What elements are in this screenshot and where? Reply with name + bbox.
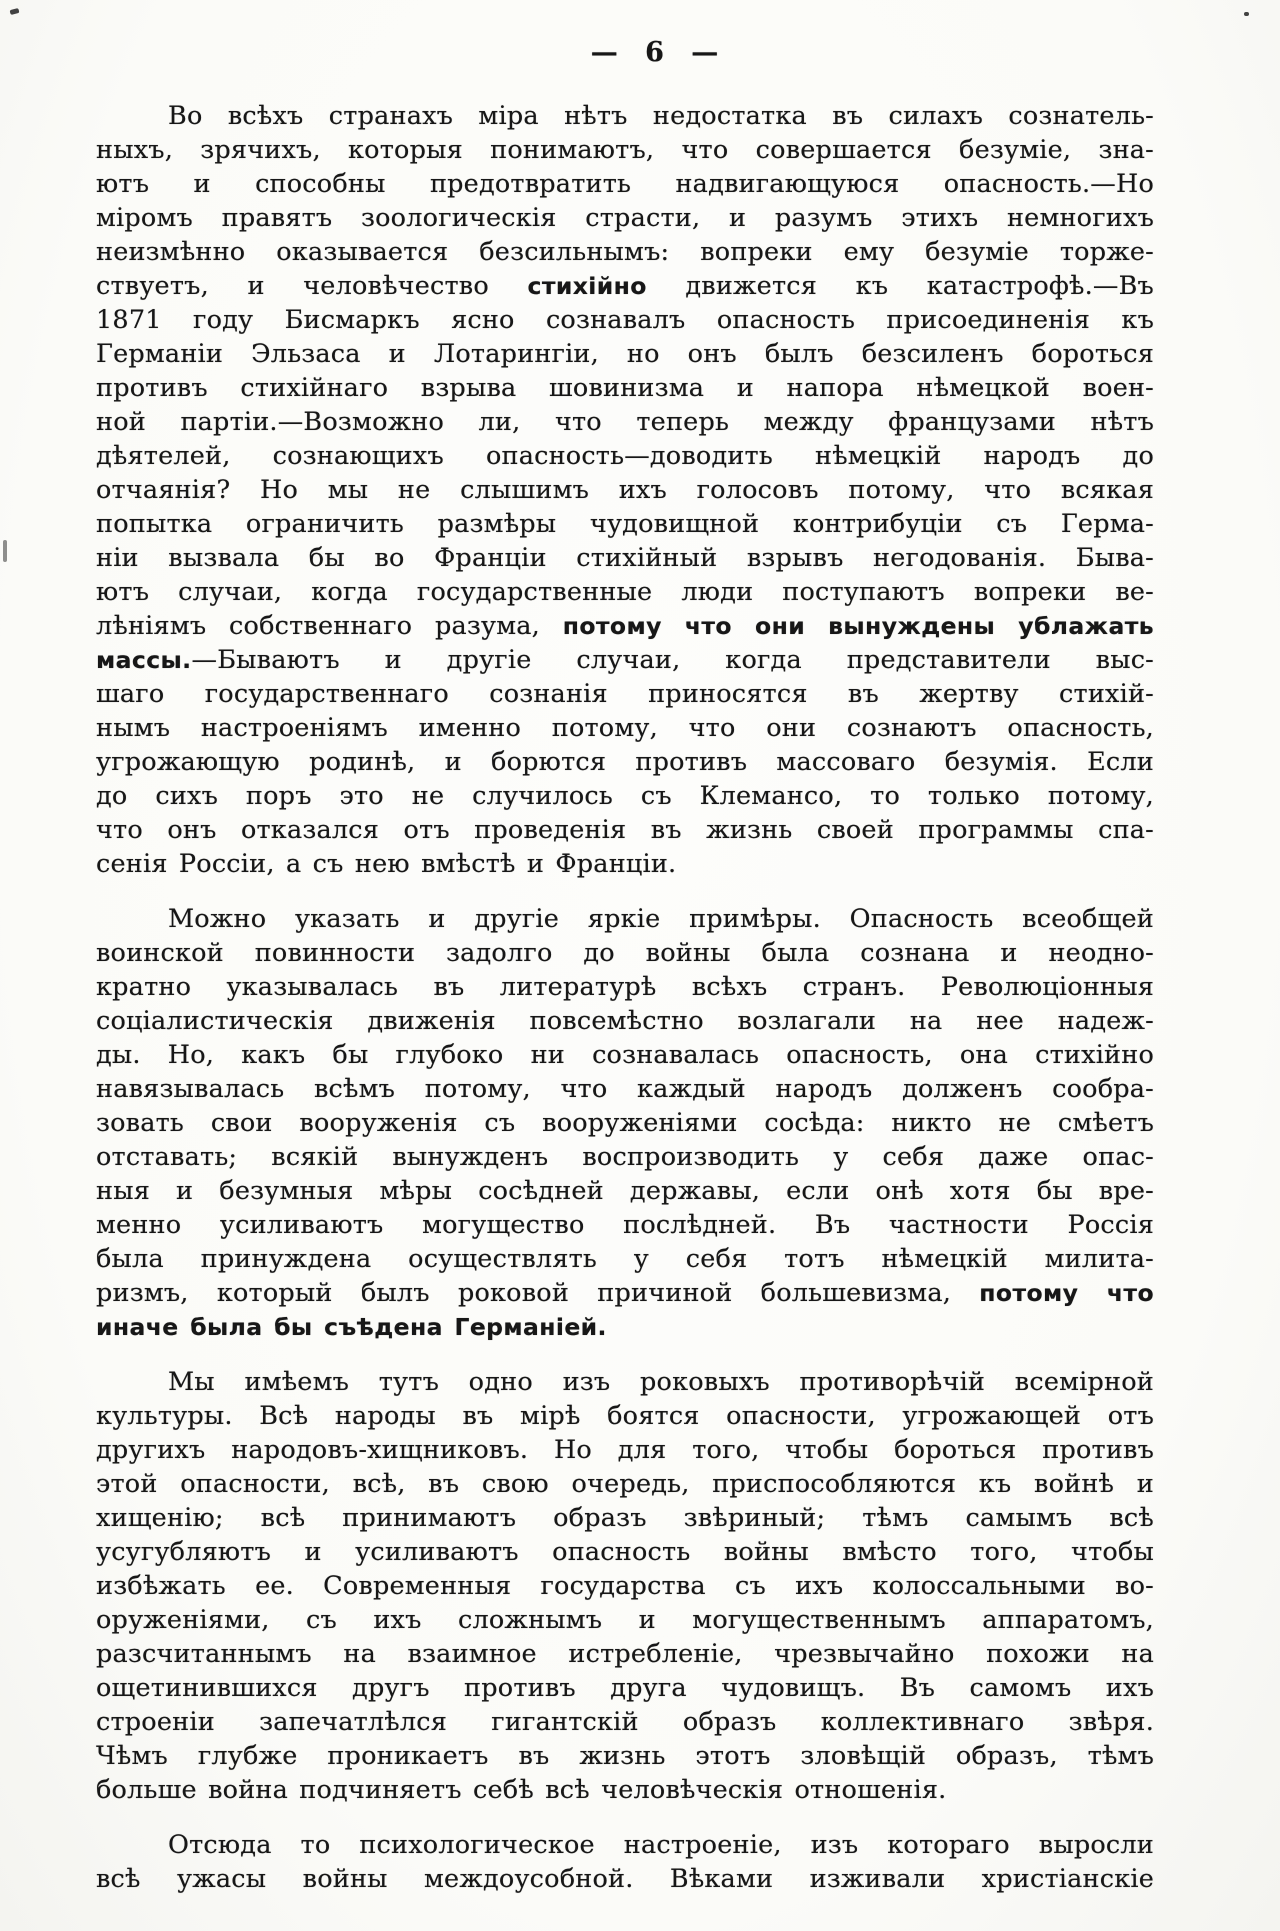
text-line [96, 1705, 1154, 1739]
body-text: строеніи запечатлѣлся гигантскій образъ коллективнаго звѣря. [96, 1707, 1154, 1737]
body-text: ствуетъ, и человѣчество [96, 271, 528, 301]
body-text: этой опасности, всѣ, въ свою очередь, приспособляются къ войнѣ и [96, 1469, 1154, 1499]
body-text: ютъ случаи, когда государственные люди поступаютъ вопреки ве- [96, 577, 1154, 607]
text-line [96, 711, 1154, 745]
body-text: ныя и безумныя мѣры сосѣдней державы, если онѣ хотя бы вре- [96, 1176, 1154, 1206]
body-text: Чѣмъ глубже проникаетъ въ жизнь этотъ зловѣщій образъ, тѣмъ [96, 1741, 1154, 1771]
body-text: Мы имѣемъ тутъ одно изъ роковыхъ противорѣчій всемірной [168, 1367, 1154, 1397]
body-text: Германіи Эльзаса и Лотарингіи, но онъ былъ безсиленъ бороться [96, 339, 1154, 369]
body-text: неизмѣнно оказывается безсильнымъ: вопреки ему безуміе торже- [96, 237, 1154, 267]
text-line [96, 1276, 1154, 1310]
text-line [96, 609, 1154, 643]
text-line [96, 1739, 1154, 1773]
text-line [96, 167, 1154, 201]
body-text: попытка ограничить размѣры чудовищной контрибуціи съ Герма- [96, 509, 1154, 539]
text-line [96, 201, 1154, 235]
text-line [96, 1140, 1154, 1174]
body-text: менно усиливаютъ могущество послѣдней. Въ частности Россія [96, 1210, 1154, 1240]
bold-text: потому что [979, 1279, 1154, 1307]
body-text: дѣятелей, сознающихъ опасность—доводить нѣмецкій народъ до [96, 441, 1154, 471]
text-line [96, 902, 1154, 936]
body-text: ной партіи.—Возможно ли, что теперь между французами нѣтъ [96, 407, 1154, 437]
body-text: 1871 году Бисмаркъ ясно сознавалъ опасность присоединенія къ [96, 305, 1154, 335]
text-line [96, 1773, 1154, 1807]
text-line [96, 1365, 1154, 1399]
body-text: хищенію; всѣ принимаютъ образъ звѣриный; тѣмъ самымъ всѣ [96, 1503, 1154, 1533]
body-text: противъ стихійнаго взрыва шовинизма и напора нѣмецкой воен- [96, 373, 1154, 403]
body-text: сенія Россіи, а съ нею вмѣстѣ и Франціи. [96, 849, 677, 879]
text-line [96, 745, 1154, 779]
text-line [96, 1004, 1154, 1038]
body-text: воинской повинности задолго до войны была сознана и неодно- [96, 938, 1154, 968]
text-line [96, 1637, 1154, 1671]
text-line [96, 1242, 1154, 1276]
text-block [96, 99, 1154, 1896]
text-line [96, 575, 1154, 609]
body-text: —Бываютъ и другіе случаи, когда представители выс- [191, 645, 1154, 675]
body-text: отчаянія? Но мы не слышимъ ихъ голосовъ потому, что всякая [96, 475, 1154, 505]
body-text: культуры. Всѣ народы въ мірѣ боятся опасности, угрожающей отъ [96, 1401, 1154, 1431]
text-line [96, 303, 1154, 337]
body-text: разсчитаннымъ на взаимное истребленіе, чрезвычайно похожи на [96, 1639, 1154, 1669]
body-text: Отсюда то психологическое настроеніе, изъ котораго выросли [168, 1830, 1154, 1860]
body-text: ныхъ, зрячихъ, которыя понимаютъ, что совершается безуміе, зна- [96, 135, 1154, 165]
text-line [96, 779, 1154, 813]
text-line [96, 1603, 1154, 1637]
body-text: ощетинившихся другъ противъ друга чудовищъ. Въ самомъ ихъ [96, 1673, 1154, 1703]
body-text: кратно указывалась въ литературѣ всѣхъ странъ. Революціонныя [96, 972, 1154, 1002]
paragraph [96, 1828, 1154, 1896]
text-line [96, 507, 1154, 541]
body-text: соціалистическія движенія повсемѣстно возлагали на нее надеж- [96, 1006, 1154, 1036]
body-text: міромъ правятъ зоологическія страсти, и разумъ этихъ немногихъ [96, 203, 1154, 233]
body-text: оруженіями, съ ихъ сложнымъ и могущественнымъ аппаратомъ, [96, 1605, 1154, 1635]
paragraph [96, 99, 1154, 881]
paragraph [96, 1365, 1154, 1807]
text-line [96, 541, 1154, 575]
body-text: была принуждена осуществлять у себя тотъ нѣмецкій милита- [96, 1244, 1154, 1274]
text-line [96, 371, 1154, 405]
text-line [96, 337, 1154, 371]
body-text: другихъ народовъ-хищниковъ. Но для того, чтобы бороться противъ [96, 1435, 1154, 1465]
body-text: всѣ ужасы войны междоусобной. Вѣками изживали христіанскіе [96, 1864, 1154, 1894]
scan-artifact [3, 540, 7, 562]
text-line [96, 269, 1154, 303]
text-line [96, 970, 1154, 1004]
text-line [96, 813, 1154, 847]
bold-text: стихійно [527, 272, 647, 300]
body-text: ютъ и способны предотвратить надвигающуюся опасность.—Но [96, 169, 1154, 199]
page-number: — 6 — [590, 37, 720, 68]
body-text: до сихъ поръ это не случилось съ Клемансо, то только потому, [96, 781, 1154, 811]
body-text: отставать; всякій вынужденъ воспроизводить у себя даже опас- [96, 1142, 1154, 1172]
text-line [96, 643, 1154, 677]
body-text: нымъ настроеніямъ именно потому, что они сознаютъ опасность, [96, 713, 1154, 743]
body-text: ніи вызвала бы во Франціи стихійный взрывъ негодованія. Быва- [96, 543, 1154, 573]
body-text: усугубляютъ и усиливаютъ опасность войны вмѣсто того, чтобы [96, 1537, 1154, 1567]
text-line [96, 235, 1154, 269]
body-text: лѣніямъ собственнаго разума, [96, 611, 563, 641]
bold-text: потому что они вынуждены ублажать [562, 612, 1154, 640]
text-line [96, 1208, 1154, 1242]
body-text: зовать свои вооруженія съ вооруженіями сосѣда: никто не смѣетъ [96, 1108, 1154, 1138]
body-text: ды. Но, какъ бы глубоко ни сознавалась опасность, она стихійно [96, 1040, 1154, 1070]
text-line [96, 1399, 1154, 1433]
text-line [96, 1072, 1154, 1106]
text-line [96, 1671, 1154, 1705]
body-text: движется къ катастрофѣ.—Въ [646, 271, 1154, 301]
bold-text: иначе была бы съѣдена Германіей. [96, 1313, 607, 1341]
text-line [96, 405, 1154, 439]
scan-artifact [1244, 12, 1249, 16]
text-line [96, 1467, 1154, 1501]
text-line [96, 936, 1154, 970]
body-text: Можно указать и другіе яркіе примѣры. Опасность всеобщей [168, 904, 1154, 934]
text-line [96, 1501, 1154, 1535]
text-line [96, 1862, 1154, 1896]
text-line [96, 1174, 1154, 1208]
scan-artifact [10, 8, 20, 15]
text-line [96, 473, 1154, 507]
text-line [96, 1569, 1154, 1603]
text-line [96, 133, 1154, 167]
text-line [96, 1828, 1154, 1862]
body-text: избѣжать ее. Современныя государства съ ихъ колоссальными во- [96, 1571, 1154, 1601]
text-line [96, 1106, 1154, 1140]
text-line [96, 439, 1154, 473]
body-text: ризмъ, который былъ роковой причиной большевизма, [96, 1278, 980, 1308]
body-text: шаго государственнаго сознанія приносятся въ жертву стихій- [96, 679, 1154, 709]
body-text: угрожающую родинѣ, и борются противъ массоваго безумія. Если [96, 747, 1154, 777]
bold-text: массы. [96, 646, 192, 674]
body-text: что онъ отказался отъ проведенія въ жизнь своей программы спа- [96, 815, 1154, 845]
text-line [96, 677, 1154, 711]
text-line [96, 847, 1154, 881]
body-text: навязывалась всѣмъ потому, что каждый народъ долженъ сообра- [96, 1074, 1154, 1104]
text-line [96, 1433, 1154, 1467]
body-text: Во всѣхъ странахъ міра нѣтъ недостатка въ силахъ сознатель- [168, 101, 1154, 131]
text-line [96, 1535, 1154, 1569]
paragraph [96, 902, 1154, 1344]
text-line [96, 99, 1154, 133]
body-text: больше война подчиняетъ себѣ всѣ человѣческія отношенія. [96, 1775, 947, 1805]
text-line [96, 1038, 1154, 1072]
text-line [96, 1310, 1154, 1344]
